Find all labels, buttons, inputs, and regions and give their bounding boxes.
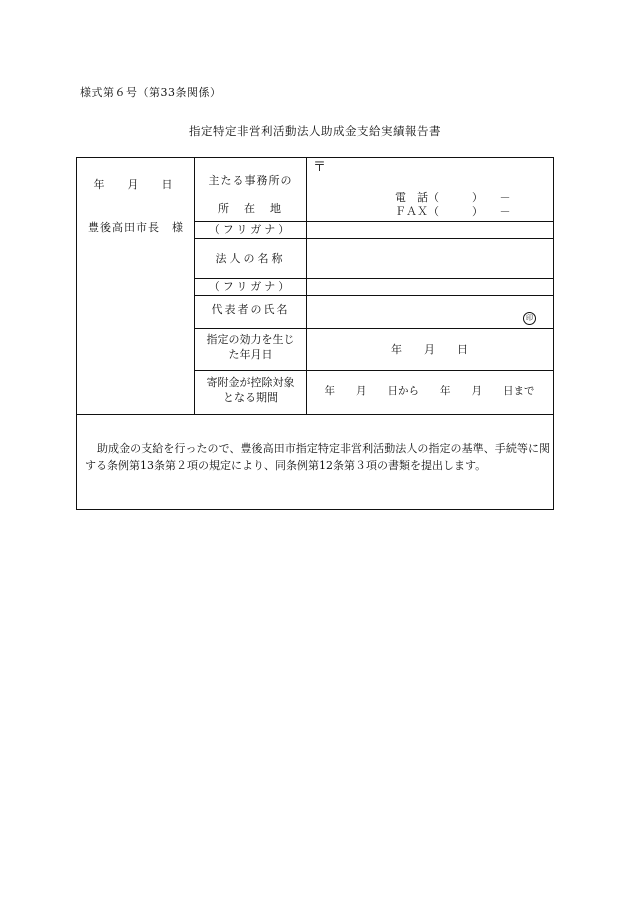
rep-name-label: 代表者の氏名 (211, 303, 290, 316)
period-value: 年 月 日から 年 月 日まで (324, 385, 535, 397)
period-label-line2: となる期間 (223, 391, 278, 404)
furigana-label-corp: （フリガナ） (208, 223, 293, 236)
furigana-label-rep: （フリガナ） (208, 280, 293, 293)
furigana-corp-input[interactable] (306, 221, 553, 238)
corp-name-label: 法人の名称 (215, 252, 286, 265)
postal-mark: 〒 (313, 160, 327, 175)
effect-date-label-line1: 指定の効力を生じ (206, 333, 295, 346)
effect-date-value: 年 月 日 (391, 343, 468, 356)
form-number: 様式第６号（第33条関係） (80, 86, 222, 99)
office-label-line2: 所 在 地 (218, 202, 283, 215)
row-divider (195, 328, 553, 329)
effect-date-label-line2: た年月日 (228, 348, 273, 361)
row-divider (195, 295, 553, 296)
document-title: 指定特定非営利活動法人助成金支給実績報告書 (189, 124, 441, 138)
declaration-text: 助成金の支給を行ったので、豊後高田市指定特定非営利活動法人の指定の基準、手続等に関する条例第13条第２項の規定により、同条例第12条第３項の書類を提出します。 (85, 442, 550, 472)
declaration-paragraph (85, 440, 550, 474)
report-form (76, 157, 554, 510)
corp-name-input[interactable] (306, 238, 553, 278)
period-label-line1: 寄附金が控除対象 (206, 376, 295, 389)
phone-field: 電 話（ ） － (395, 191, 511, 204)
office-label-line1: 主たる事務所の (208, 174, 293, 187)
furigana-rep-input[interactable] (306, 278, 553, 295)
section-divider (77, 414, 553, 415)
addressee: 豊後高田市長 様 (88, 221, 184, 234)
seal-mark: 印 (523, 312, 536, 325)
fax-field: ＦＡＸ（ ） － (395, 205, 511, 218)
date-line: 年 月 日 (93, 178, 179, 191)
row-divider (195, 370, 553, 371)
